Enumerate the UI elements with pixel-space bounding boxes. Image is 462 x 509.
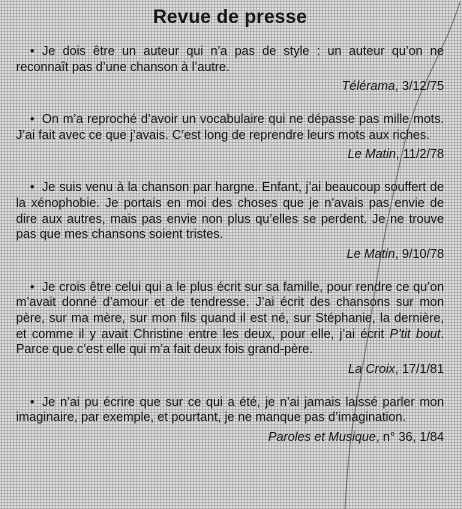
source-date: , n° 36, 1/84 xyxy=(375,429,444,444)
quote-text: • Je n’ai pu écrire que sur ce qui a été, je n’ai jamais laissé parler mon imaginaire, par exemple, et pourtant, je ne manque pas d’imagination. xyxy=(16,394,444,425)
source-date: , 11/2/78 xyxy=(395,147,444,162)
press-entry xyxy=(16,112,444,162)
bullet-icon: • xyxy=(30,394,35,409)
song-title: P’tit bout xyxy=(389,326,441,341)
quote-source xyxy=(16,146,444,162)
bullet-icon: • xyxy=(30,112,35,127)
source-date: , 3/12/75 xyxy=(394,79,444,94)
source-name: Le Matin xyxy=(346,246,395,261)
source-name: Le Matin xyxy=(347,147,396,162)
source-date: , 17/1/81 xyxy=(394,361,444,376)
source-date: , 9/10/78 xyxy=(394,246,444,261)
press-entry xyxy=(16,44,444,94)
source-name: Télérama xyxy=(341,79,395,94)
press-entry xyxy=(16,180,444,261)
bullet-icon: • xyxy=(30,180,35,195)
quote-text: • On m’a reproché d’avoir un vocabulaire qui ne dépasse pas mille mots. J’ai fait avec ce que j’avais. C’est long de reprendre leurs mots aux riches. xyxy=(16,112,444,142)
quote-text: • Je dois être un auteur qui n’a pas de style : un auteur qu’on ne reconnaît pas d’une chanson à l’autre. xyxy=(16,44,444,74)
source-name: La Croix xyxy=(348,361,395,376)
quote-source xyxy=(16,361,444,377)
quote-source xyxy=(16,246,444,262)
source-name: Paroles et Musique xyxy=(268,429,376,444)
quote-source xyxy=(16,429,444,445)
press-entry xyxy=(16,280,444,377)
quote-text: • Je crois être celui qui a le plus écrit sur sa famille, pour rendre ce qu’on m’avait donné d’amour et de tendresse. J’ai écrit des chansons sur mon père, sur ma mère, sur mon fils quand il est né, sur Stéphanie, la dernière, et comme il y avait Christine entre les deux, pour elle, j’ai écrit P’tit bout. Parce que c’est elle qui m’a fait deux fois grand-père. xyxy=(16,279,444,357)
press-entry xyxy=(16,395,444,445)
bullet-icon: • xyxy=(30,44,35,58)
bullet-icon: • xyxy=(30,279,35,294)
quote-source xyxy=(16,78,444,94)
page-title: Revue de presse xyxy=(152,7,308,28)
quote-text: • Je suis venu à la chanson par hargne. Enfant, j’ai beaucoup souffert de la xénophobie. Je portais en moi des choses que je n’avais pas envie de dire aux autres, mais pas envie non plus qu’elles se perdent. Je ne trouve pas que mes chansons soient tristes. xyxy=(16,180,444,242)
